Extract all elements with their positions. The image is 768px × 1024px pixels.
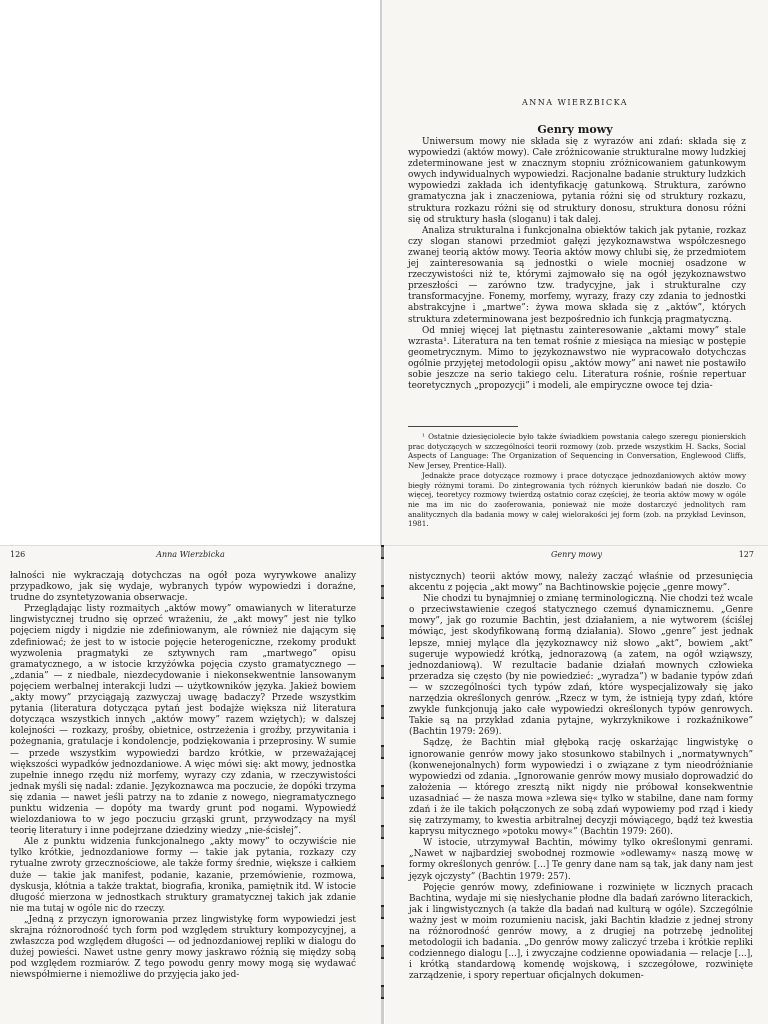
footnotes xyxy=(408,432,746,529)
paragraph: łalności nie wykraczają dotychczas na ogół poza wyrywkowe analizy przypadkowo, jak się wydaje, wybranych typów wypowiedzi i doraźne, trudne do zsyntetyzowania obserwacje. xyxy=(10,571,356,604)
scanned-page-left xyxy=(0,546,381,1024)
page-number-left: 126 xyxy=(10,550,26,559)
paragraph: Sądzę, że Bachtin miał głęboką rację oskarżając lingwistykę o ignorowanie genrów mowy jako stosunkowo stabilnych i „normatywnych” (konwenejonalnych) form wypowiedzi i o związane z tym nieodróżnianie wypowiedzi od zdania. „Ignorowanie genrów mowy musiało doprowadzić do założenia — którego zresztą nikt nigdy nie próbował konsekwentnie uzasadniać — że nasza mowa »zlewa się« tylko w stabilne, dane nam formy zdań i że ile takich połączonych ze sobą zdań wypowiemy pod rząd i kiedy się zatrzymamy, to kwestia arbitralnej decyzji mówiącego, bądź też kwestia kaprysu mitycznego »potoku mowy«” (Bachtin 1979: 260). xyxy=(409,738,753,838)
book-spine xyxy=(381,545,384,1024)
footnote: ¹ Ostatnie dziesięciolecie było także świadkiem powstania całego szeregu pionierskich prac dotyczących w szczególności teorii rozmowy (zob. przede wszystkim H. Sacks, Social Aspects of Language: The Organization of Sequencing in Conversation, Englewood Cliffs, New Jersey, Prentice-Hall). xyxy=(408,432,746,471)
scanned-page-top xyxy=(382,0,768,545)
article-body-left xyxy=(10,571,356,981)
footnote: Jednakże prace dotyczące rozmowy i prace dotyczące jednozdaniowych aktów mowy biegły różnymi torami. Do zintegrowania tych różnych kierunków badań nie doszło. Co więcej, teoretycy rozmowy twierdzą ostatnio coraz częściej, że teoria aktów mowy w ogóle nie ma im nic do zaoferowania, ponieważ nie może dostarczyć jednolitych ram analitycznych dla badania mowy w całej wielorakości jej form (zob. na przykład Levinson, 1981. xyxy=(408,470,746,529)
article-body-right xyxy=(409,572,753,982)
scanned-page-right xyxy=(385,546,768,1024)
footnote-rule xyxy=(408,426,518,427)
paragraph: Uniwersum mowy nie składa się z wyrazów ani zdań: składa się z wypowiedzi (aktów mowy). Całe zróżnicowanie strukturalne mowy ludzkiej zdeterminowane jest w znacznym stopniu zróżnicowaniem gatunkowym owych indywidualnych wypowiedzi. Racjonalne badanie struktury ludzkich wypowiedzi zakłada ich identyfikację gatunkową. Struktura, zarówno gramatyczna jak i znaczeniowa, pytania różni się od struktury rozkazu, struktura rozkazu różni się od struktury donosu, struktura donosu różni się od struktury hasła (sloganu) i tak dalej. xyxy=(408,137,746,225)
paragraph: „Jedną z przyczyn ignorowania przez lingwistykę form wypowiedzi jest skrajna różnorodność tych form pod względem struktury kompozycyjnej, a zwłaszcza pod względem długości — od jednozdaniowej repliki w dialogu do dużej powieści. Nawet ustne genry mowy jaskrawo różnią się między sobą pod względem rozmiarów. Z tego powodu genry mowy mogą się wydawać niewspółmierne i niemożliwe do przyjęcia jako jed- xyxy=(10,914,356,981)
page-number-right: 127 xyxy=(738,550,754,559)
article-body-top xyxy=(408,137,746,392)
blank-area xyxy=(0,0,380,545)
paragraph: Nie chodzi tu bynajmniej o zmianę terminologiczną. Nie chodzi też wcale o przeciwstawienie czegoś statycznego czemuś dynamicznemu. „Genre mowy”, jak go rozumie Bachtin, jest działaniem, a nie wytworem (ściślej mówiąc, jest skodyfikowaną formą działania). Słowo „genre” jest jednak lepsze, mniej mylące dla językoznawcy niż słowo „akt”, bowiem „akt” sugeruje wypowiedź krótką, jednorazową (a zatem, na ogół wziąwszy, jednozdaniową). W rezultacie badanie działań mownych człowieka przeradza się często (by nie powiedzieć: „wyradza”) w badanie typów zdań — w szczególności tych typów zdań, które wyspecjalizowały się jako narzędzia określonych genrów. „Rzecz w tym, że istnieją typy zdań, które zwykle funkcjonują jako całe wypowiedzi określonych typów genrowych. Takie są na przykład zdania pytajne, wykrzyknikowe i rozkaźnikowe” (Bachtin 1979: 269). xyxy=(409,594,753,738)
article-title: Genry mowy xyxy=(537,123,613,136)
article-author: ANNA WIERZBICKA xyxy=(522,98,628,107)
paragraph: Przeglądając listy rozmaitych „aktów mowy” omawianych w literaturze lingwistycznej trudno się oprzeć wrażeniu, że „akt mowy” jest nie tylko pojęciem nigdy i nigdzie nie zdefiniowanym, ale również nie dającym się zdefiniować; że jest to w istocie pojęcie heterogeniczne, rzekomy produkt wyzwolenia pragmatyki ze sztywnych ram „martwego” opisu gramatycznego, a w istocie krzyżówka pojęcia czysto gramatycznego — „zdania” — z niedbale, niezdecydowanie i niekonsekwentnie lansowanym pojęciem werbalnej interakcji ludzi — użytkowników języka. Jakież bowiem „akty mowy” przyciągają zazwyczaj uwagę badaczy? Przede wszystkim pytania (literatura dotycząca pytań jest bodajże większa niż literatura dotycząca wszystkich innych „aktów mowy” razem wziętych); w dalszej kolejności — rozkazy, prośby, obietnice, ostrzeżenia i groźby, przywitania i pożegnania, gratulacje i kondolencje, podziękowania i przeprosiny. W sumie — przede wszystkim wypowiedzi bardzo krótkie, w przeważającej większości wypadków jednozdaniowe. A więc mówi się: akt mowy, jednostka zupełnie innego rzędu niż morfemy, wyrazy czy zdania, w rzeczywistości jednak myśli się nadal: zdanie. Językoznawca ma poczucie, że dopóki trzyma się zdania — nawet jeśli patrzy na to zdanie z nowego, niegramatycznego punktu widzenia — dopóty ma twardy grunt pod nogami. Wypowiedź wielozdaniowa to w jego poczuciu grząski grunt, przywodzący na myśl teorię literatury i inne podejrzane dziedziny wiedzy „nie-ścisłej”. xyxy=(10,604,356,837)
paragraph: Od mniej więcej lat piętnastu zainteresowanie „aktami mowy” stale wzrasta¹. Literatura na ten temat rośnie z miesiąca na miesiąc w postępie geometrycznym. Mimo to językoznawstwo nie wypracowało dotychczas ogólnie przyjętej metodologii opisu „aktów mowy” ani nawet nie postawiło sobie jeszcze na serio takiego celu. Literatura rośnie, rośnie repertuar teoretycznych „propozycji” i modeli, ale empiryczne owoce tej dzia- xyxy=(408,325,746,392)
paragraph: Ale z punktu widzenia funkcjonalnego „akty mowy” to oczywiście nie tylko krótkie, jednozdaniowe formy — takie jak pytania, rozkazy czy rytualne zwroty grzecznościowe, ale także formy średnie, większe i całkiem duże — takie jak manifest, podanie, kazanie, przemówienie, rozmowa, dyskusja, kłótnia a także traktat, biografia, kronika, pamiętnik itd. W istocie długość mierzona w jednostkach struktury gramatycznej takich jak zdanie nie ma tutaj w ogóle nic do rzeczy. xyxy=(10,837,356,914)
running-head-left: Anna Wierzbicka xyxy=(156,550,225,559)
paragraph: Pojęcie genrów mowy, zdefiniowane i rozwinięte w licznych pracach Bachtina, wydaje mi się niesłychanie płodne dla badań zarówno literackich, jak i lingwistycznych (a także dla badań nad kulturą w ogóle). Szczególnie ważny jest w moim rozumieniu nacisk, jaki Bachtin kładzie z jednej strony na różnorodność genrów mowy, a z drugiej na potrzebę jednolitej metodologii ich badania. „Do genrów mowy zaliczyć trzeba i krótkie repliki codziennego dialogu [...], i zwyczajne codzienne opowiadania — relacje [...], i krótką standardową komendę wojskową, i szczegółowe, rozwinięte zarządzenie, i spory repertuar oficjalnych dokumen- xyxy=(409,882,753,982)
paragraph: nistycznych) teorii aktów mowy, należy zacząć właśnie od przesunięcia akcentu z pojęcia „akt mowy” na Bachtinowskie pojęcie „genre mowy”. xyxy=(409,572,753,594)
running-head-right: Genry mowy xyxy=(551,550,602,559)
paragraph: W istocie, utrzymywał Bachtin, mówimy tylko określonymi genrami. „Nawet w najbardziej swobodnej rozmowie »odlewamy« naszą mowę w formy określonych genrów. [...] Te genry dane nam są tak, jak dany nam jest język ojczysty” (Bachtin 1979: 257). xyxy=(409,838,753,882)
paragraph: Analiza strukturalna i funkcjonalna obiektów takich jak pytanie, rozkaz czy slogan stanowi przedmiot gałęzi językoznawstwa współczesnego zwanej teorią aktów mowy. Teoria aktów mowy chlubi się, że przedmiotem jej zainteresowania są jednostki o wiele mocniej osadzone w rzeczywistości niż te, którymi zajmowało się na ogół językoznawstwo przeszłości — zarówno tzw. tradycyjne, jak i strukturalne czy transformacyjne. Fonemy, morfemy, wyrazy, frazy czy zdania to jednostki abstrakcyjne i „martwe”: żywa mowa składa się z „aktów”, których struktura zdeterminowana jest bezpośrednio ich funkcją pragmatyczną. xyxy=(408,225,746,325)
